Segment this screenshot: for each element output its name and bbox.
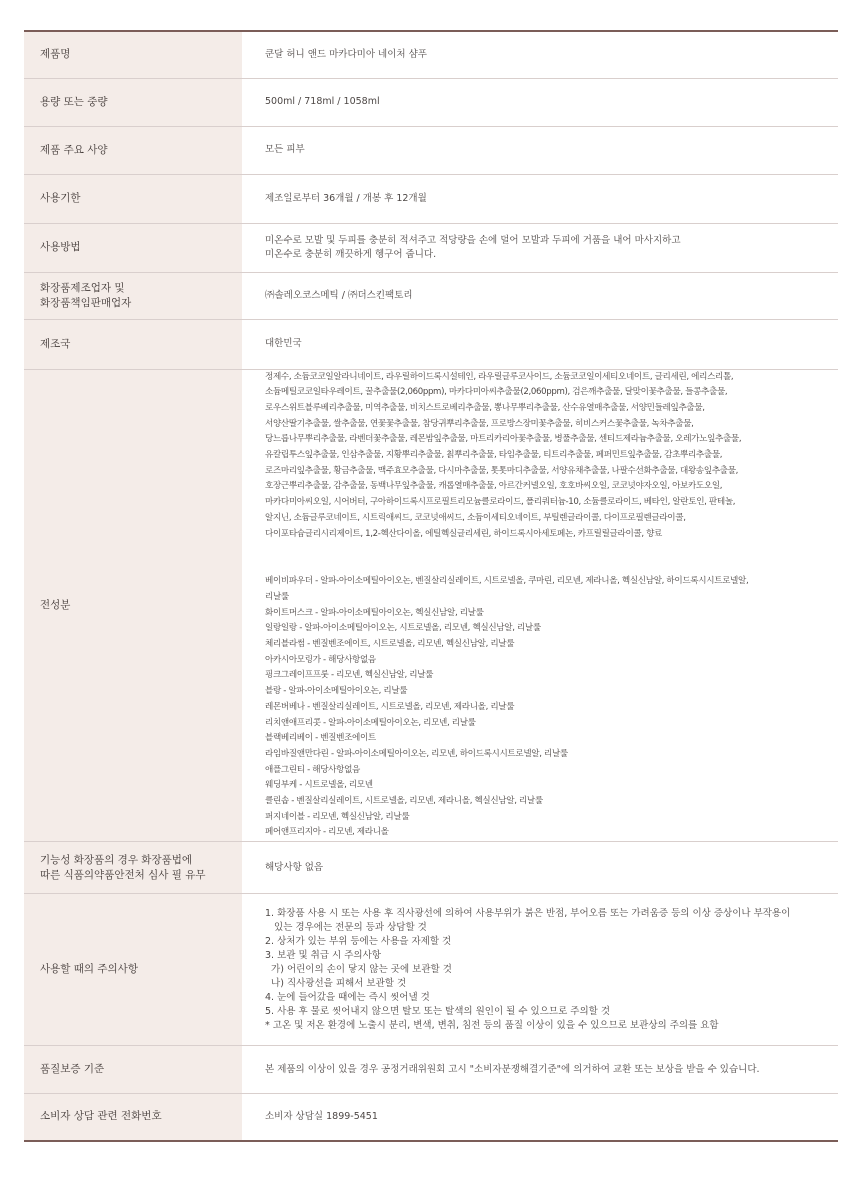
ingredient-line: 로우스위트블루베리추출물, 미역추출물, 비치스트로베리추출물, 뽕나무뿌리추출물, 산수유열매추출물, 서양민들레잎추출물, — [265, 402, 705, 413]
caution-line: 3. 보관 및 취급 시 주의사항 — [265, 949, 381, 961]
product-info-table — [24, 30, 838, 1142]
fragrance-allergen-line: 체리블라썸 - 벤질벤조에이트, 시트로넬올, 리모넨, 헥실신남알, 리날룰 — [265, 639, 515, 650]
usage-line: 미온수로 충분히 깨끗하게 헹구어 줍니다. — [265, 248, 437, 260]
ingredient-line: 소듐메틸코코일타우레이트, 꿀추출물(2,060ppm), 마카다미아씨추출물(2,060ppm), 검은깨추출물, 달맞이꽃추출물, 들콩추출물, — [265, 387, 728, 398]
row-product — [24, 31, 838, 78]
row-maker — [24, 272, 838, 319]
ingredient-line: 다이포타슘글리시리제이트, 1,2-헥산다이올, 에틸헥실글리세린, 하이드록시아세토페논, 카프릴릴글라이콜, 향료 — [265, 528, 663, 539]
row-value: 소비자 상담실 1899-5451 — [265, 1110, 378, 1122]
ingredient-list — [265, 370, 838, 842]
row-label: 제품명 — [24, 31, 242, 78]
fragrance-allergen-line: 블랑 - 알파-아이소메틸아이오논, 리날룰 — [265, 686, 408, 697]
row-functional — [24, 842, 838, 894]
row-label-line: 따른 식품의약품안전처 심사 필 유무 — [40, 868, 206, 881]
fragrance-allergen-line: 일랑일랑 - 알파-아이소메틸아이오논, 시트로넬올, 리모넨, 헥실신남알, 리날룰 — [265, 623, 541, 634]
row-caution — [24, 894, 838, 1046]
row-label — [24, 272, 242, 319]
row-value: 본 제품의 이상이 있을 경우 공정거래위원회 고시 "소비자분쟁해결기준"에 의거하여 교환 또는 보상을 받을 수 있습니다. — [242, 1046, 838, 1094]
row-label-line: 화장품제조업자 및 — [40, 281, 125, 294]
row-value: 제조일로부터 36개월 / 개봉 후 12개월 — [242, 174, 838, 223]
spacer — [265, 542, 838, 574]
usage-text — [265, 234, 838, 262]
row-value: 해당사항 없음 — [242, 842, 838, 894]
ingredient-line: 당느릅나무뿌리추출물, 라벤더꽃추출물, 레몬밤잎추출물, 마트리카리아꽃추출물, 병풀추출물, 센티드제라늄추출물, 오레가노잎추출물, — [265, 434, 742, 445]
ingredient-line: 정제수, 소듐코코일알라니네이트, 라우릴하이드록시설테인, 라우릴글루코사이드, 소듐코코일이세티오네이트, 글리세린, 에리스리톨, — [265, 371, 734, 382]
caution-line: 1. 화장품 사용 시 또는 사용 후 직사광선에 의하여 사용부위가 붉은 반점, 부어오름 또는 가려움증 등의 이상 증상이나 부작용이 — [265, 907, 791, 919]
fragrance-allergen-line: 웨딩부케 - 시트로넬올, 리모넨 — [265, 780, 373, 791]
fragrance-allergen-line: 화이트머스크 - 알파-아이소메틸아이오논, 헥실신남알, 리날룰 — [265, 607, 484, 618]
row-spec — [24, 126, 838, 174]
row-ingredients — [24, 369, 838, 842]
caution-line: 가) 어린이의 손이 닿지 않는 곳에 보관할 것 — [265, 963, 452, 975]
row-label: 사용할 때의 주의사항 — [24, 894, 242, 1046]
row-value: 모든 피부 — [242, 126, 838, 174]
row-label: 제품 주요 사양 — [24, 126, 242, 174]
ingredient-line: 마카다미아씨오일, 시어버터, 구아하이드록시프로필트리모늄클로라이드, 폴리쿼터늄-10, 소듐클로라이드, 베타인, 알란토인, 판테놀, — [265, 497, 736, 508]
fragrance-allergen-line: 리날룰 — [265, 591, 289, 602]
row-label: 소비자 상담 관련 전화번호 — [24, 1094, 242, 1141]
fragrance-allergen-line: 리치앤애프리콧 - 알파-아이소메틸아이오논, 리모넨, 리날룰 — [265, 717, 476, 728]
row-value: 대한민국 — [242, 319, 838, 369]
fragrance-allergen-line: 베이비파우더 - 알파-아이소메틸아이오논, 벤질살리실레이트, 시트로넬올, 쿠마린, 리모넨, 제라니올, 헥실신남알, 하이드록시시트로넬알, — [265, 576, 749, 587]
row-label — [24, 842, 242, 894]
caution-text — [265, 907, 838, 1033]
row-label: 사용방법 — [24, 223, 242, 272]
fragrance-allergen-line: 퍼지네이블 - 리모넨, 헥실신남알, 리날룰 — [265, 811, 410, 822]
row-value — [242, 369, 838, 842]
row-warranty — [24, 1046, 838, 1094]
row-contact — [24, 1094, 838, 1141]
row-value — [242, 223, 838, 272]
ingredient-line: 로즈마리잎추출물, 황금추출물, 맥주효모추출물, 다시마추출물, 톳톳마디추출물, 서양유채추출물, 나팔수선화추출물, 대왕송잎추출물, — [265, 465, 739, 476]
fragrance-allergen-line: 클린솝 - 벤질살리실레이트, 시트로넬올, 리모넨, 제라니올, 헥실신남알, 리날룰 — [265, 796, 543, 807]
row-label: 사용기한 — [24, 174, 242, 223]
caution-line: 나) 직사광선을 피해서 보관할 것 — [265, 977, 407, 989]
row-label: 전성분 — [24, 369, 242, 842]
caution-line: 4. 눈에 들어갔을 때에는 즉시 씻어낼 것 — [265, 991, 430, 1003]
usage-line: 미온수로 모발 및 두피를 충분히 적셔주고 적당량을 손에 덜어 모발과 두피에 거품을 내어 마사지하고 — [265, 234, 681, 246]
row-usage — [24, 223, 838, 272]
fragrance-allergen-line: 아카시아모링가 - 해당사항없음 — [265, 654, 376, 665]
product-info-sheet — [24, 30, 838, 1142]
row-label: 용량 또는 중량 — [24, 78, 242, 126]
ingredient-line: 서양산딸기추출물, 쌀추출물, 연꽃꽃추출물, 참당귀뿌리추출물, 프로방스장미꽃추출물, 히비스커스꽃추출물, 녹차추출물, — [265, 418, 694, 429]
fragrance-allergen-line: 블랙베리베이 - 벤질벤조에이트 — [265, 733, 376, 744]
row-value — [242, 894, 838, 1046]
row-value: 쿤달 허니 앤드 마카다미아 네이처 샴푸 — [242, 31, 838, 78]
caution-line: * 고온 및 저온 환경에 노출시 분리, 변색, 변취, 침전 등의 품질 이상이 있을 수 있으므로 보관상의 주의를 요함 — [265, 1019, 719, 1031]
row-expiry — [24, 174, 838, 223]
fragrance-allergen-line: 레몬버베나 - 벤질살리실레이트, 시트로넬올, 리모넨, 제라니올, 리날룰 — [265, 701, 515, 712]
fragrance-allergen-line: 라임바질앤만다린 - 알파-아이소메틸아이오논, 리모넨, 하이드록시시트로넬알, 리날룰 — [265, 748, 568, 759]
fragrance-allergen-line: 핑크그레이프프룻 - 리모넨, 헥실신남알, 리날룰 — [265, 670, 434, 681]
caution-line: 2. 상처가 있는 부위 등에는 사용을 자제할 것 — [265, 935, 452, 947]
row-value: ㈜솔레오코스메틱 / ㈜더스킨팩토리 — [242, 272, 838, 319]
row-label-line: 기능성 화장품의 경우 화장품법에 — [40, 853, 193, 866]
fragrance-allergen-line: 페어앤프리지아 - 리모넨, 제라니올 — [265, 827, 389, 838]
row-label: 품질보증 기준 — [24, 1046, 242, 1094]
ingredient-line: 알지닌, 소듐글루코네이트, 시트릭애씨드, 코코넛애씨드, 소듐이세티오네이트, 부틸렌글라이콜, 다이프로필렌글라이콜, — [265, 512, 686, 523]
ingredient-line: 호장근뿌리추출물, 감추출물, 동백나무잎추출물, 캐롭열매추출물, 아르간커넬오일, 호호바씨오일, 코코넛야자오일, 아보카도오일, — [265, 481, 723, 492]
row-label-line: 화장품책임판매업자 — [40, 296, 132, 309]
fragrance-allergen-line: 애플그린티 - 해당사항없음 — [265, 764, 360, 775]
ingredient-line: 유칼립투스잎추출물, 인삼추출물, 지황뿌리추출물, 칡뿌리추출물, 타임추출물, 티트리추출물, 페퍼민트잎추출물, 감초뿌리추출물, — [265, 450, 723, 461]
row-origin — [24, 319, 838, 369]
row-capacity — [24, 78, 838, 126]
row-label: 제조국 — [24, 319, 242, 369]
caution-line: 5. 사용 후 물로 씻어내지 않으면 탈모 또는 탈색의 원인이 될 수 있으므로 주의할 것 — [265, 1005, 611, 1017]
row-value: 500ml / 718ml / 1058ml — [242, 78, 838, 126]
caution-line: 있는 경우에는 전문의 등과 상담할 것 — [265, 921, 427, 933]
